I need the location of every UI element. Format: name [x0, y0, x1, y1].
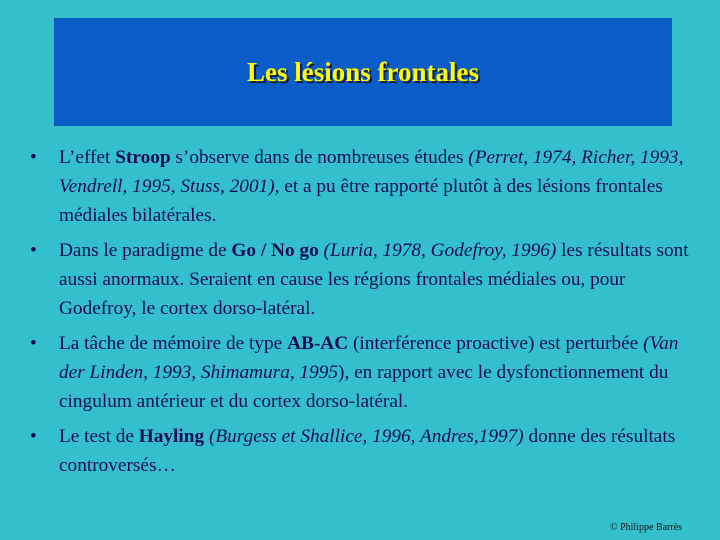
bullet-text: les résultats sont aussi anormaux. Seraient en cause les régions frontales médiales ou, pour Godefroy, le cortex dorso-latéral.	[59, 240, 689, 319]
citation: (Burgess et Shallice, 1996, Andres,1997)	[208, 426, 524, 447]
bullet-text: L’effet	[59, 147, 116, 168]
bullet-item	[30, 236, 690, 323]
bullet-item	[30, 143, 690, 230]
citation: (Van der Linden, 1993, Shimamura, 1995	[59, 333, 679, 383]
bullet-item	[30, 422, 690, 480]
citation: (Perret, 1974, Richer, 1993, Vendrell, 1995, Stuss, 2001)	[59, 147, 684, 197]
bullet-mark: •	[30, 333, 37, 354]
bold-term: Go / No go	[231, 240, 319, 261]
bullet-text: Le test de	[59, 426, 139, 447]
bullet-mark: •	[30, 147, 37, 168]
title-box	[54, 18, 672, 126]
bullet-text: Dans le paradigme de	[59, 240, 232, 261]
bullet-mark: •	[30, 240, 37, 261]
bullet-mark: •	[30, 426, 37, 447]
bullet-text: , et a pu être rapporté plutôt à des lésions frontales médiales bilatérales.	[59, 176, 663, 226]
copyright-notice: © Philippe Barrès	[609, 522, 682, 533]
bullet-text: (interférence proactive) est perturbée	[348, 333, 644, 354]
bullet-text: La tâche de mémoire de type	[59, 333, 288, 354]
citation: (Luria, 1978, Godefroy, 1996)	[323, 240, 557, 261]
bold-term: Stroop	[115, 147, 171, 168]
bullet-list	[30, 143, 690, 486]
bullet-item	[30, 329, 690, 416]
slide-title: Les lésions frontales	[246, 56, 479, 87]
bullet-text: s’observe dans de nombreuses études	[170, 147, 469, 168]
bold-term: AB-AC	[287, 333, 349, 354]
bold-term: Hayling	[138, 426, 205, 447]
bullet-text: donne des résultats controversés…	[59, 426, 676, 476]
bullet-text: ), en rapport avec le dysfonctionnement du cingulum antérieur et du cortex dorso-latéral.	[59, 362, 669, 412]
